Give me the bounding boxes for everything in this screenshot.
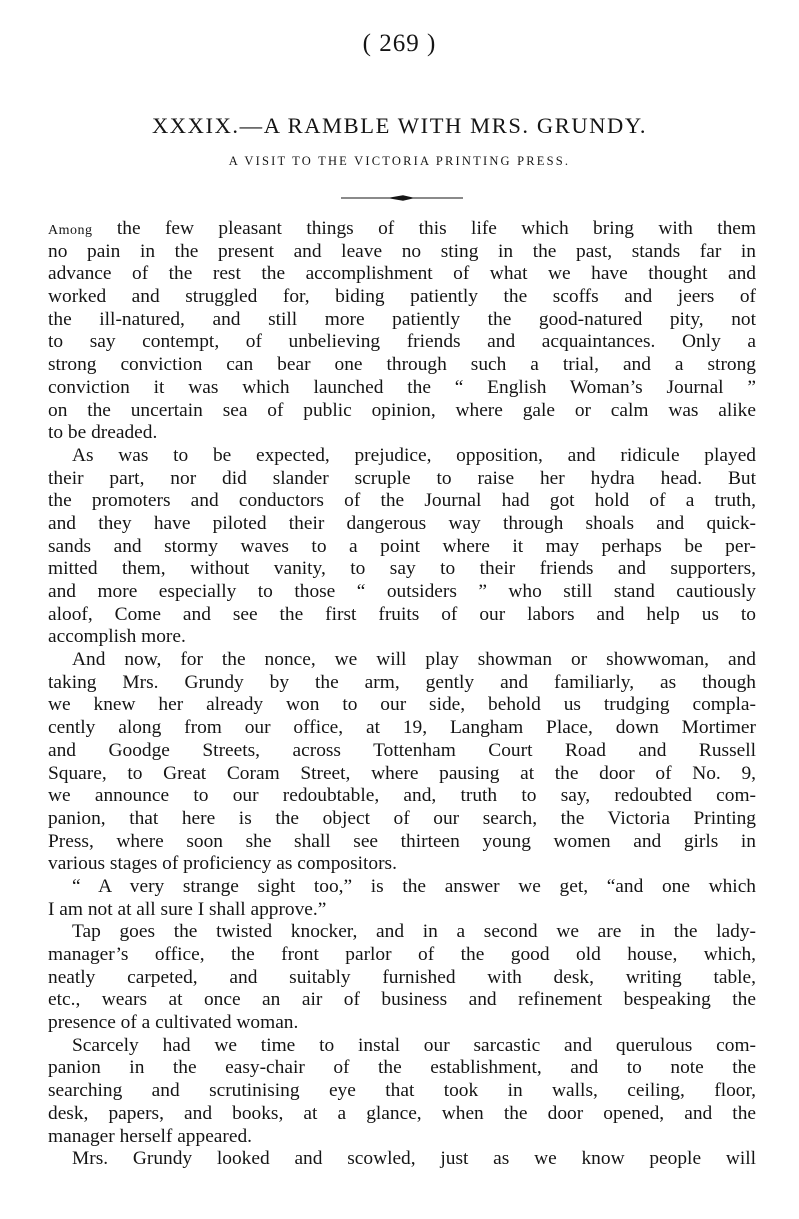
text-line: to say contempt, of unbelieving friends and acquaintances. Only a bbox=[48, 331, 756, 353]
text-line: searching and scrutinising eye that took in walls, ceiling, floor, bbox=[48, 1080, 756, 1102]
text-line: desk, papers, and books, at a glance, when the door opened, and the bbox=[48, 1102, 756, 1124]
text-line: worked and struggled for, biding patiently the scoffs and jeers of bbox=[48, 286, 756, 308]
text-line: accomplish more. bbox=[48, 626, 186, 648]
text-line: to be dreaded. bbox=[48, 422, 158, 444]
text-line: and Goodge Streets, across Tottenham Court Road and Russell bbox=[48, 739, 756, 761]
paragraph-start: “ A very strange sight too,” is the answer we get, “and one which bbox=[72, 875, 756, 897]
text-line: presence of a cultivated woman. bbox=[48, 1012, 299, 1034]
chapter-subtitle: A VISIT TO THE VICTORIA PRINTING PRESS. bbox=[228, 154, 571, 168]
text-line: we knew her already won to our side, behold us trudging compla- bbox=[48, 694, 756, 716]
text-line: neatly carpeted, and suitably furnished with desk, writing table, bbox=[48, 966, 756, 988]
text-line: strong conviction can bear one through such a trial, and a strong bbox=[48, 354, 756, 376]
text-line: advance of the rest the accomplishment of what we have thought and bbox=[48, 263, 756, 285]
paragraph-start: As was to be expected, prejudice, opposition, and ridicule played bbox=[72, 444, 756, 466]
text-line: and they have piloted their dangerous way through shoals and quick- bbox=[48, 512, 756, 534]
text-line: Among the few pleasant things of this life which bring with them bbox=[48, 218, 756, 239]
text-line: on the uncertain sea of public opinion, where gale or calm was alike bbox=[48, 399, 756, 421]
text-line: we announce to our redoubtable, and, truth to say, redoubted com- bbox=[48, 785, 756, 807]
text-line: various stages of proficiency as compositors. bbox=[48, 853, 397, 875]
text-line: panion in the easy-chair of the establishment, and to note the bbox=[48, 1057, 756, 1079]
text-line: manager herself appeared. bbox=[48, 1125, 253, 1147]
ornamental-rule bbox=[341, 194, 463, 202]
text-line: sands and stormy waves to a point where it may perhaps be per- bbox=[48, 535, 756, 557]
text-line: aloof, Come and see the first fruits of our labors and help us to bbox=[48, 603, 756, 625]
text-line: cently along from our office, at 19, Langham Place, down Mortimer bbox=[48, 717, 756, 739]
text-line: panion, that here is the object of our search, the Victoria Printing bbox=[48, 807, 756, 829]
text-line: and more especially to those “ outsiders ” who still stand cautiously bbox=[48, 581, 756, 602]
text-line: taking Mrs. Grundy by the arm, gently and familiarly, as though bbox=[48, 671, 756, 693]
text-line: etc., wears at once an air of business and refinement bespeaking the bbox=[48, 989, 756, 1011]
text-line: the ill-natured, and still more patiently the good-natured pity, not bbox=[48, 308, 756, 330]
text-line: manager’s office, the front parlor of the good old house, which, bbox=[48, 944, 756, 965]
text-line: I am not at all sure I shall approve.” bbox=[48, 898, 327, 920]
paragraph-start: Tap goes the twisted knocker, and in a second we are in the lady- bbox=[72, 921, 756, 943]
article-body bbox=[48, 218, 756, 1171]
paragraph-start: Mrs. Grundy looked and scowled, just as we know people will bbox=[72, 1148, 756, 1170]
text-line: Square, to Great Coram Street, where pausing at the door of No. 9, bbox=[48, 762, 756, 784]
paragraph-start: Scarcely had we time to instal our sarcastic and querulous com- bbox=[72, 1034, 756, 1056]
text-line: mitted them, without vanity, to say to their friends and supporters, bbox=[48, 558, 756, 580]
page-number: ( 269 ) bbox=[362, 30, 437, 57]
text-line: the promoters and conductors of the Journal had got hold of a truth, bbox=[48, 490, 756, 512]
text-line: conviction it was which launched the “ English Woman’s Journal ” bbox=[48, 376, 756, 398]
opening-small-caps: Among bbox=[48, 223, 93, 238]
chapter-title: XXXIX.—A RAMBLE WITH MRS. GRUNDY. bbox=[151, 113, 648, 138]
text-line: their part, nor did slander scruple to raise her hydra head. But bbox=[48, 467, 756, 489]
text-line: no pain in the present and leave no sting in the past, stands far in bbox=[48, 240, 756, 262]
paragraph-start: And now, for the nonce, we will play showman or showwoman, and bbox=[72, 649, 756, 671]
text-line: Press, where soon she shall see thirteen young women and girls in bbox=[48, 830, 756, 852]
